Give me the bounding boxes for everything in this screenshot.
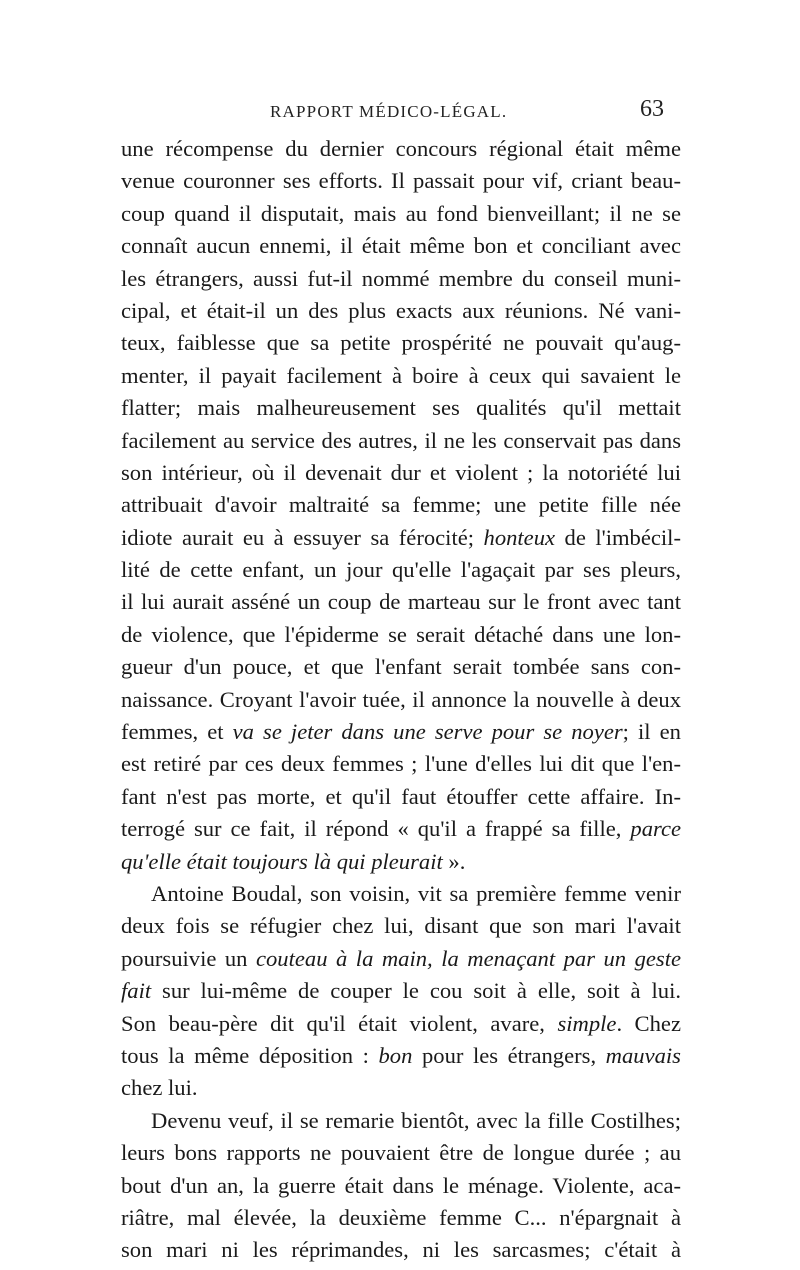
text-line xyxy=(121,975,681,1007)
text-line xyxy=(121,230,681,262)
text-segment: de l'imbécil- xyxy=(555,524,681,550)
text-line xyxy=(121,781,681,813)
text-segment: facilement au service des autres, il ne les conservait pas dans xyxy=(121,427,681,453)
text-line xyxy=(121,619,681,651)
text-segment: Son beau-père dit qu'il était violent, avare, xyxy=(121,1010,558,1036)
text-segment: chez lui. xyxy=(121,1075,198,1101)
text-line xyxy=(121,1072,681,1104)
text-line xyxy=(121,1234,681,1266)
text-segment: cipal, et était-il un des plus exacts aux réunions. Né vani- xyxy=(121,297,681,323)
text-segment: menter, il payait facilement à boire à ceux qui savaient le xyxy=(121,362,681,388)
text-line xyxy=(121,910,681,942)
text-line xyxy=(121,1040,681,1072)
text-line xyxy=(121,263,681,295)
text-line xyxy=(121,813,681,845)
text-segment: riâtre, mal élevée, la deuxième femme C... n'épargnait à xyxy=(121,1204,681,1230)
body-text xyxy=(121,133,681,1267)
text-segment: Devenu veuf, il se remarie bientôt, avec la fille Costilhes; xyxy=(151,1107,681,1133)
text-line xyxy=(121,651,681,683)
text-segment: teux, faiblesse que sa petite prospérité ne pouvait qu'aug- xyxy=(121,330,681,356)
text-line xyxy=(121,360,681,392)
text-segment: son intérieur, où il devenait dur et violent ; la notoriété lui xyxy=(121,459,681,485)
text-line xyxy=(121,327,681,359)
text-line xyxy=(121,295,681,327)
italic-text: parce xyxy=(630,816,681,842)
text-segment: une récompense du dernier concours régional était même xyxy=(121,136,681,161)
text-segment: son mari ni les réprimandes, ni les sarcasmes; c'était à xyxy=(121,1237,681,1263)
text-line xyxy=(121,425,681,457)
italic-text: couteau à la main, la menaçant par un geste xyxy=(255,945,682,971)
text-segment: flatter; mais malheureusement ses qualités qu'il mettait xyxy=(121,395,681,421)
italic-text: qu'elle était toujours là qui pleurait xyxy=(121,848,443,874)
italic-text: mauvais xyxy=(605,1042,681,1068)
text-segment: les étrangers, aussi fut-il nommé membre du conseil muni- xyxy=(121,265,681,291)
text-segment: fant n'est pas morte, et qu'il faut étouffer cette affaire. In- xyxy=(121,783,681,809)
text-line xyxy=(121,554,681,586)
text-line xyxy=(121,1008,681,1040)
text-segment: pour les étrangers, xyxy=(412,1042,606,1068)
text-line xyxy=(121,489,681,521)
text-segment: sur lui-même de couper le cou soit à elle, soit à lui. xyxy=(151,978,681,1004)
text-segment: deux fois se réfugier chez lui, disant que son mari l'avait xyxy=(121,913,681,939)
text-line xyxy=(121,716,681,748)
running-head-title: RAPPORT MÉDICO-LÉGAL. xyxy=(270,102,508,121)
text-segment: terrogé sur ce fait, il répond « qu'il a frappé sa fille, xyxy=(121,816,631,842)
text-segment: . Chez xyxy=(616,1010,681,1036)
text-line xyxy=(121,392,681,424)
text-segment: femmes, et xyxy=(121,719,233,745)
text-segment: il lui aurait asséné un coup de marteau sur le front avec tant xyxy=(121,589,681,615)
italic-text: simple xyxy=(557,1010,617,1036)
running-head xyxy=(0,96,800,126)
text-segment: leurs bons rapports ne pouvaient être de longue durée ; au xyxy=(121,1140,681,1166)
italic-text: va se jeter dans une serve pour se noyer xyxy=(232,719,623,745)
text-segment: Antoine Boudal, son voisin, vit sa première femme venir xyxy=(151,880,681,906)
text-line xyxy=(121,1202,681,1234)
text-line xyxy=(121,1105,681,1137)
text-line xyxy=(121,943,681,975)
text-line xyxy=(121,878,681,910)
text-segment: naissance. Croyant l'avoir tuée, il annonce la nouvelle à deux xyxy=(121,686,681,712)
italic-text: bon xyxy=(378,1042,413,1068)
text-segment: ». xyxy=(442,848,466,874)
text-line xyxy=(121,457,681,489)
text-segment: lité de cette enfant, un jour qu'elle l'agaçait par ses pleurs, xyxy=(121,557,681,583)
text-segment: venue couronner ses efforts. Il passait pour vif, criant beau- xyxy=(121,168,681,194)
text-segment: connaît aucun ennemi, il était même bon et conciliant avec xyxy=(121,233,681,259)
text-segment: poursuivie un xyxy=(121,945,256,971)
text-line xyxy=(121,846,681,878)
text-segment: est retiré par ces deux femmes ; l'une d'elles lui dit que l'en- xyxy=(121,751,681,777)
text-segment: gueur d'un pouce, et que l'enfant serait tombée sans con- xyxy=(121,654,681,680)
text-line xyxy=(121,522,681,554)
text-line xyxy=(121,586,681,618)
text-segment: bout d'un an, la guerre était dans le ménage. Violente, aca- xyxy=(121,1172,681,1198)
text-segment: tous la même déposition : xyxy=(121,1042,379,1068)
text-line xyxy=(121,1137,681,1169)
text-line xyxy=(121,748,681,780)
italic-text: honteux xyxy=(483,524,556,550)
italic-text: fait xyxy=(121,978,152,1004)
text-segment: coup quand il disputait, mais au fond bienveillant; il ne se xyxy=(121,200,681,226)
text-segment: attribuait d'avoir maltraité sa femme; une petite fille née xyxy=(121,492,681,518)
text-line xyxy=(121,684,681,716)
text-segment: ; il en xyxy=(622,719,681,745)
text-segment: idiote aurait eu à essuyer sa férocité; xyxy=(121,524,484,550)
text-line xyxy=(121,165,681,197)
text-line xyxy=(121,133,681,165)
text-line xyxy=(121,1170,681,1202)
page-number: 63 xyxy=(640,96,664,122)
text-line xyxy=(121,198,681,230)
text-segment: de violence, que l'épiderme se serait détaché dans une lon- xyxy=(121,621,681,647)
